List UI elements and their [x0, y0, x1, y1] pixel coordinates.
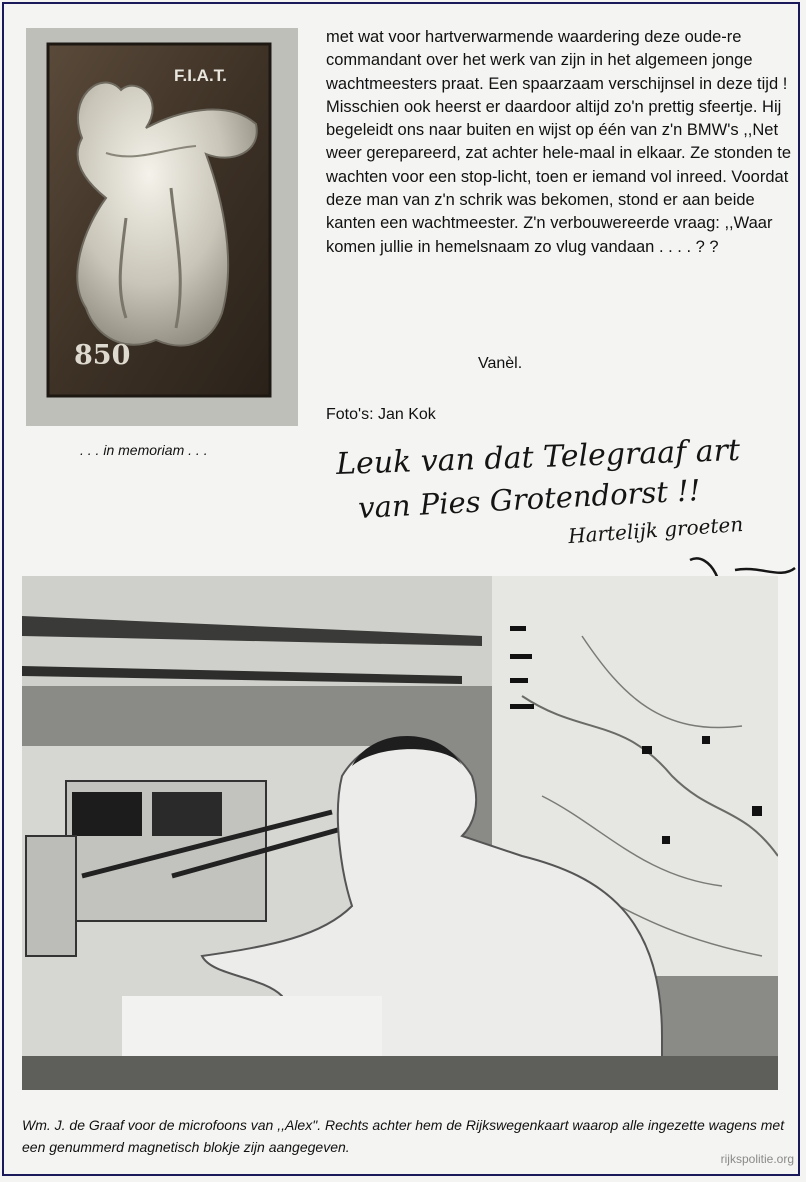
photo-caption: Wm. J. de Graaf voor de microfoons van ,,Alex". Rechts achter hem de Rijkswegenkaart waarop alle ingezette wagens met een genummerd magnetisch blokje zijn aangegeven. — [22, 1117, 785, 1155]
article-paragraph-1: met wat voor hartverwarmende waardering deze oude-re commandant over het werk van zijn in het algemeen jonge wachtmeesters praat. Een spaarzaam verschijnsel in deze tijd ! — [326, 28, 788, 93]
plaque-caption: . . . in memoriam . . . — [80, 442, 208, 458]
article-text — [326, 26, 796, 259]
handwriting-line-3: Hartelijk groeten — [567, 511, 744, 549]
handwriting-line-1: Leuk van dat Telegraaf art — [335, 432, 741, 483]
plaque-number: 850 — [74, 340, 131, 371]
article-signature: Vanèl. — [478, 355, 523, 372]
handwriting-line-2: van Pies Grotendorst !! — [357, 473, 702, 525]
watermark: rijkspolitie.org — [720, 1152, 794, 1166]
control-room-photo — [22, 576, 778, 1090]
photo-credit: Foto's: Jan Kok — [326, 406, 436, 423]
control-room-illustration — [22, 576, 778, 1090]
article-paragraph-2: Misschien ook heerst er daardoor altijd zo'n prettig sfeertje. Hij begeleidt ons naar buiten en wijst op één van z'n BMW's ,,Net weer gerepareerd, zat achter hele-maal in elkaar. Ze stonden te wachten voor een stop-licht, toen er iemand vol inreed. Voordat deze man van z'n schrik was bekomen, stond er aan beide kanten een wachtmeester. Z'n verbouwereerde vraag: ,,Waar komen jullie in hemelsnaam zo vlug vandaan . . . . ? ? — [326, 97, 792, 256]
plaque-illustration — [26, 28, 298, 426]
plaque-photo — [26, 28, 298, 426]
plaque-logo: F.I.A.T. — [174, 66, 227, 85]
